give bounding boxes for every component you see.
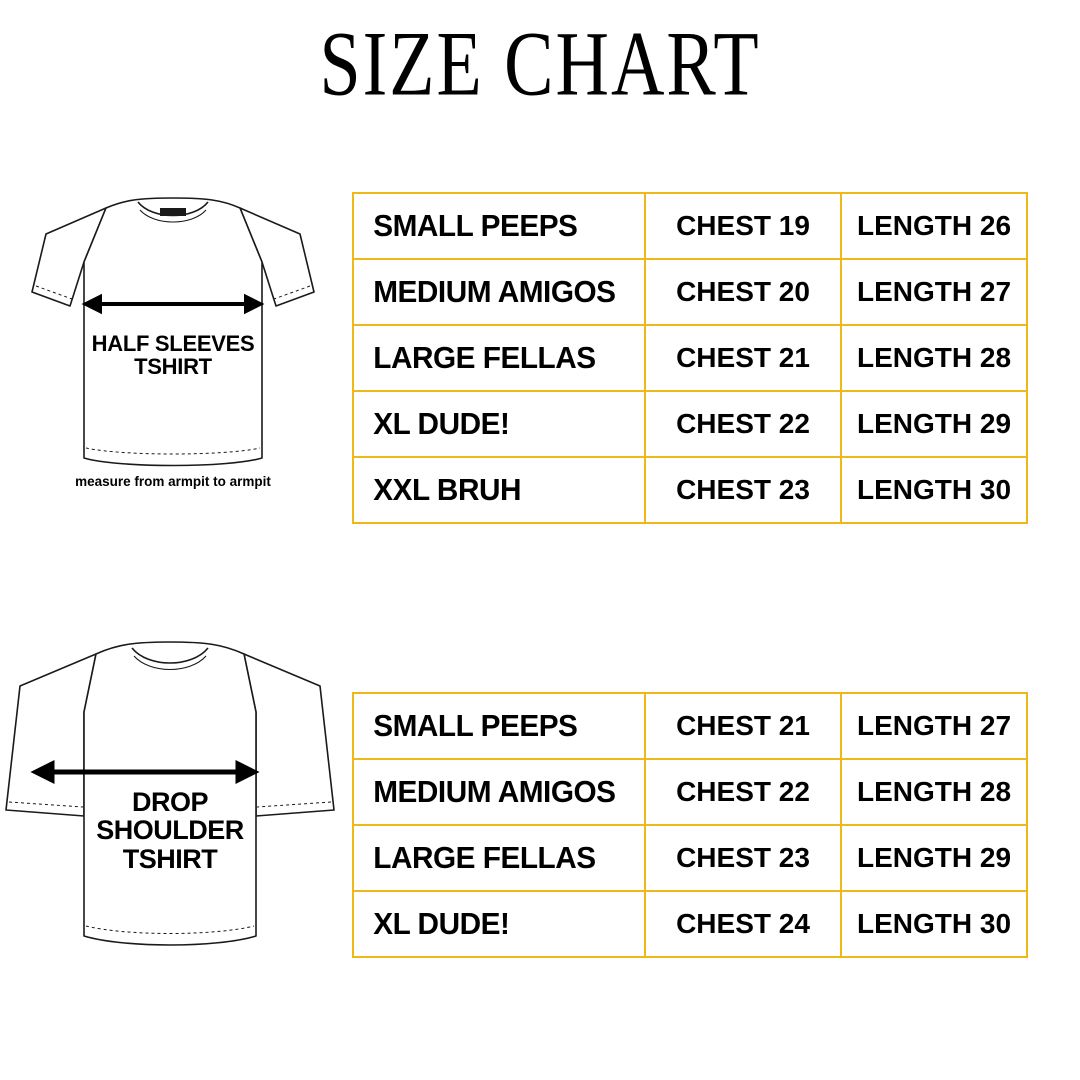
table-row [353, 325, 1027, 391]
size-label: SMALL PEEPS [359, 693, 639, 759]
chest-value: CHEST 21 [645, 325, 841, 391]
half-sleeves-caption-line2: TSHIRT [134, 354, 212, 380]
chest-value: CHEST 21 [645, 693, 841, 759]
size-label: SMALL PEEPS [359, 193, 639, 259]
drop-shoulder-caption-line3: TSHIRT [122, 843, 218, 874]
chest-value: CHEST 19 [645, 193, 841, 259]
drop-shoulder-size-table [352, 692, 1028, 958]
size-label: XL DUDE! [359, 391, 639, 457]
length-value: LENGTH 27 [841, 259, 1027, 325]
chest-value: CHEST 23 [645, 457, 841, 523]
page-title: SIZE CHART [319, 13, 761, 116]
table-row [353, 391, 1027, 457]
half-sleeves-tshirt-illustration [18, 186, 328, 506]
table-row [353, 891, 1027, 957]
length-value: LENGTH 29 [841, 825, 1027, 891]
chest-value: CHEST 20 [645, 259, 841, 325]
length-value: LENGTH 30 [841, 891, 1027, 957]
table-row [353, 457, 1027, 523]
size-label: MEDIUM AMIGOS [359, 259, 639, 325]
chest-value: CHEST 23 [645, 825, 841, 891]
half-sleeves-size-table [352, 192, 1028, 524]
half-sleeves-caption-line1: HALF SLEEVES [91, 331, 255, 356]
length-value: LENGTH 29 [841, 391, 1027, 457]
drop-shoulder-caption [0, 788, 340, 873]
size-label: XXL BRUH [359, 457, 639, 523]
table-row [353, 259, 1027, 325]
size-label: XL DUDE! [359, 891, 639, 957]
chest-value: CHEST 22 [645, 391, 841, 457]
table-row [353, 693, 1027, 759]
length-value: LENGTH 28 [841, 759, 1027, 825]
length-value: LENGTH 27 [841, 693, 1027, 759]
chest-value: CHEST 22 [645, 759, 841, 825]
table-row [353, 825, 1027, 891]
length-value: LENGTH 26 [841, 193, 1027, 259]
half-sleeves-caption [18, 332, 328, 378]
length-value: LENGTH 30 [841, 457, 1027, 523]
size-label: LARGE FELLAS [359, 325, 639, 391]
table-row [353, 759, 1027, 825]
size-label: LARGE FELLAS [359, 825, 639, 891]
table-row [353, 193, 1027, 259]
half-sleeves-measure-note: measure from armpit to armpit [75, 474, 271, 489]
size-label: MEDIUM AMIGOS [359, 759, 639, 825]
drop-shoulder-caption-line2: SHOULDER [96, 815, 244, 846]
chest-value: CHEST 24 [645, 891, 841, 957]
length-value: LENGTH 28 [841, 325, 1027, 391]
drop-shoulder-tshirt-illustration [0, 620, 340, 980]
drop-shoulder-caption-line1: DROP [131, 787, 208, 817]
